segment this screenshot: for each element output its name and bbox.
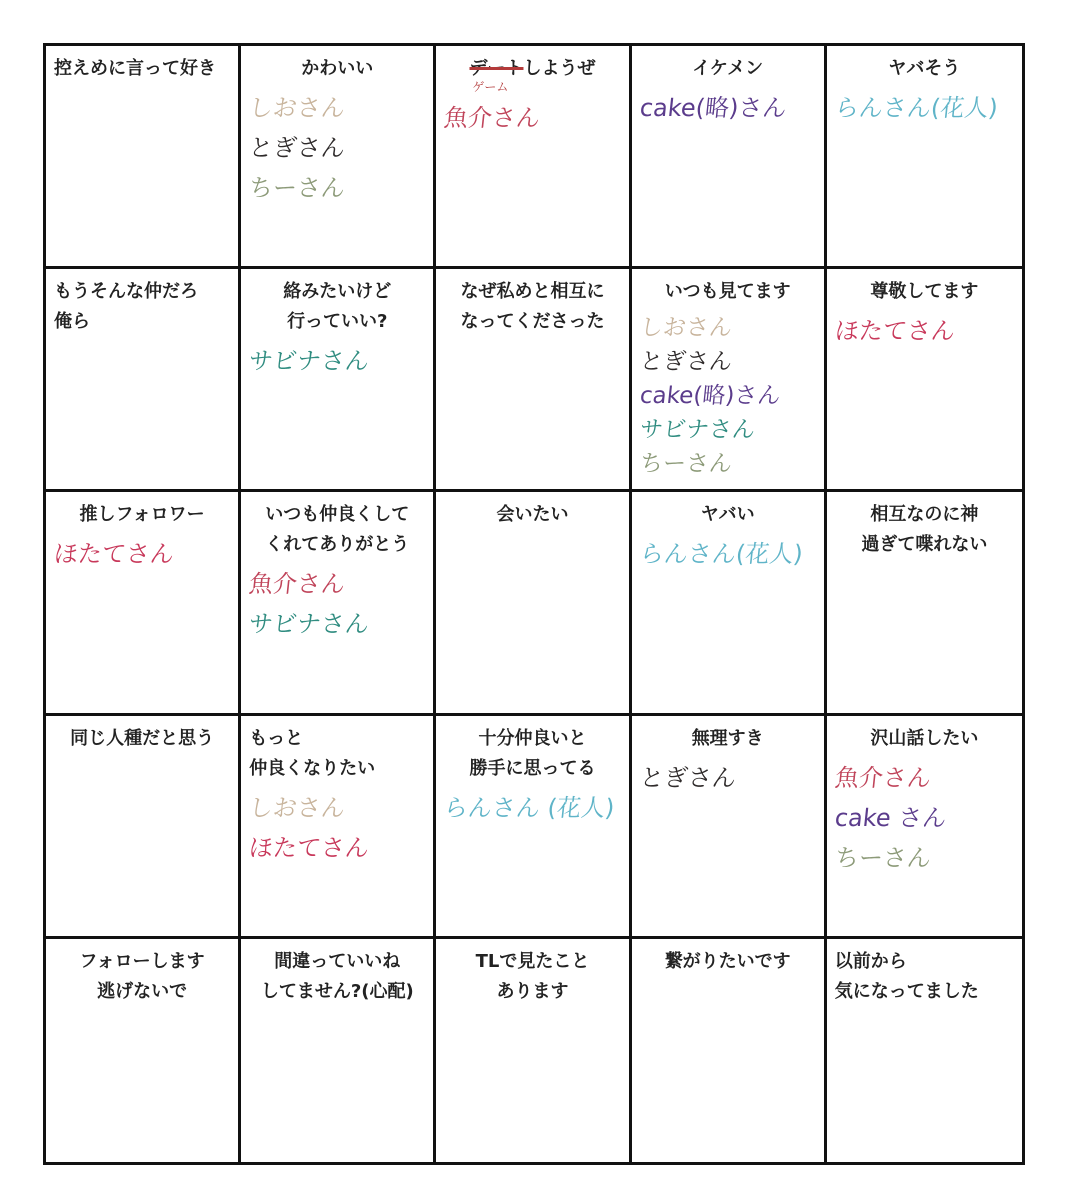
bingo-cell (632, 46, 827, 269)
handwritten-name: とぎさん (247, 134, 347, 162)
handwritten-name: とぎさん (638, 763, 738, 792)
name-list (444, 98, 620, 138)
bingo-cell (632, 269, 827, 492)
name-list (640, 311, 816, 481)
bingo-cell (827, 716, 1022, 939)
bingo-cell (436, 716, 631, 939)
cell-title: 十分仲良いと 勝手に思ってる (469, 727, 596, 779)
bingo-cell (632, 492, 827, 715)
handwritten-name: らんさん(花人) (638, 540, 804, 569)
cell-title: イケメン (692, 58, 764, 79)
cell-title: なぜ私めと相互に なってくださった (460, 281, 605, 333)
cell-title: ヤバい (700, 504, 755, 526)
bingo-cell (827, 939, 1022, 1162)
handwritten-name: 魚介さん (247, 570, 347, 599)
bingo-cell (827, 492, 1022, 715)
name-list (835, 758, 1014, 878)
handwritten-name: cake(略)さん (638, 383, 782, 410)
name-list (835, 88, 1014, 128)
handwritten-name: とぎさん (638, 349, 733, 376)
bingo-cell (827, 269, 1022, 492)
cell-title: 推しフォロワー (79, 504, 205, 526)
cell-title: 相互なのに神 過ぎて喋れない (861, 504, 988, 556)
cell-title: TLで見たこと あります (475, 950, 590, 1002)
cell-title: 控えめに言って好き (54, 58, 216, 79)
name-list (249, 88, 425, 208)
handwritten-name: ほたてさん (52, 540, 176, 569)
name-list (54, 534, 230, 574)
cell-title: 以前から 気になってました (834, 950, 979, 1002)
cell-title: もっと 仲良くなりたい (249, 727, 376, 779)
cell-title: もうそんな仲だろ 俺ら (54, 281, 198, 333)
cell-title: 尊敬してます (870, 281, 979, 303)
name-list (249, 341, 425, 381)
name-list (640, 758, 816, 798)
bingo-cell (827, 46, 1022, 269)
bingo-cell (241, 269, 436, 492)
bingo-cell (46, 939, 241, 1162)
handwritten-name: cake(略)さん (638, 94, 788, 122)
handwritten-annotation: ゲーム (472, 80, 509, 94)
name-list (249, 788, 425, 868)
bingo-cell (241, 939, 436, 1162)
cell-title: かわいい (301, 58, 374, 79)
cell-title: いつも仲良くして くれてありがとう (265, 504, 410, 556)
bingo-cell (46, 492, 241, 715)
name-list (835, 311, 1014, 351)
name-list (640, 88, 816, 128)
bingo-cell (241, 716, 436, 939)
cell-title: 会いたい (496, 504, 569, 526)
handwritten-name: ほたてさん (247, 833, 371, 862)
handwritten-name: cake さん (833, 803, 948, 832)
handwritten-name: サビナさん (638, 417, 756, 444)
handwritten-name: ほたてさん (833, 317, 957, 346)
handwritten-name: サビナさん (247, 347, 371, 376)
bingo-cell (436, 269, 631, 492)
handwritten-name: らんさん (花人) (442, 793, 617, 822)
handwritten-name: 魚介さん (442, 104, 542, 132)
name-list (640, 534, 816, 574)
cell-title: 沢山話したい (870, 727, 979, 749)
bingo-cell (241, 492, 436, 715)
bingo-cell (46, 269, 241, 492)
bingo-cell (632, 716, 827, 939)
struck-title-text: デート (469, 58, 524, 79)
bingo-cell (46, 46, 241, 269)
name-list (444, 788, 620, 828)
cell-title: 同じ人種だと思う (70, 727, 215, 749)
cell-title: 絡みたいけど 行っていい? (283, 281, 392, 333)
cell-title (444, 54, 620, 84)
cell-title: 繋がりたいです (664, 950, 791, 972)
handwritten-name: しおさん (638, 315, 733, 342)
handwritten-name: 魚介さん (833, 763, 933, 792)
handwritten-name: サビナさん (247, 610, 371, 639)
bingo-cell (436, 492, 631, 715)
handwritten-name: らんさん(花人) (833, 94, 1000, 122)
bingo-grid (43, 43, 1025, 1165)
handwritten-name: しおさん (247, 94, 347, 122)
handwritten-name: ちーさん (247, 174, 347, 202)
handwritten-name: ちーさん (638, 451, 733, 478)
cell-title: ヤバそう (888, 58, 961, 79)
bingo-cell (436, 939, 631, 1162)
bingo-cell (632, 939, 827, 1162)
handwritten-name: ちーさん (833, 843, 933, 872)
bingo-cell (436, 46, 631, 269)
title-text: しようぜ (523, 58, 596, 79)
cell-title: フォローします 逃げないで (79, 950, 205, 1002)
cell-title: いつも見てます (664, 281, 791, 303)
cell-title: 間違っていいね してません?(心配) (260, 950, 414, 1002)
cell-title: 無理すき (691, 727, 764, 749)
handwritten-name: しおさん (247, 793, 347, 822)
bingo-cell (46, 716, 241, 939)
name-list (249, 564, 425, 644)
bingo-cell (241, 46, 436, 269)
